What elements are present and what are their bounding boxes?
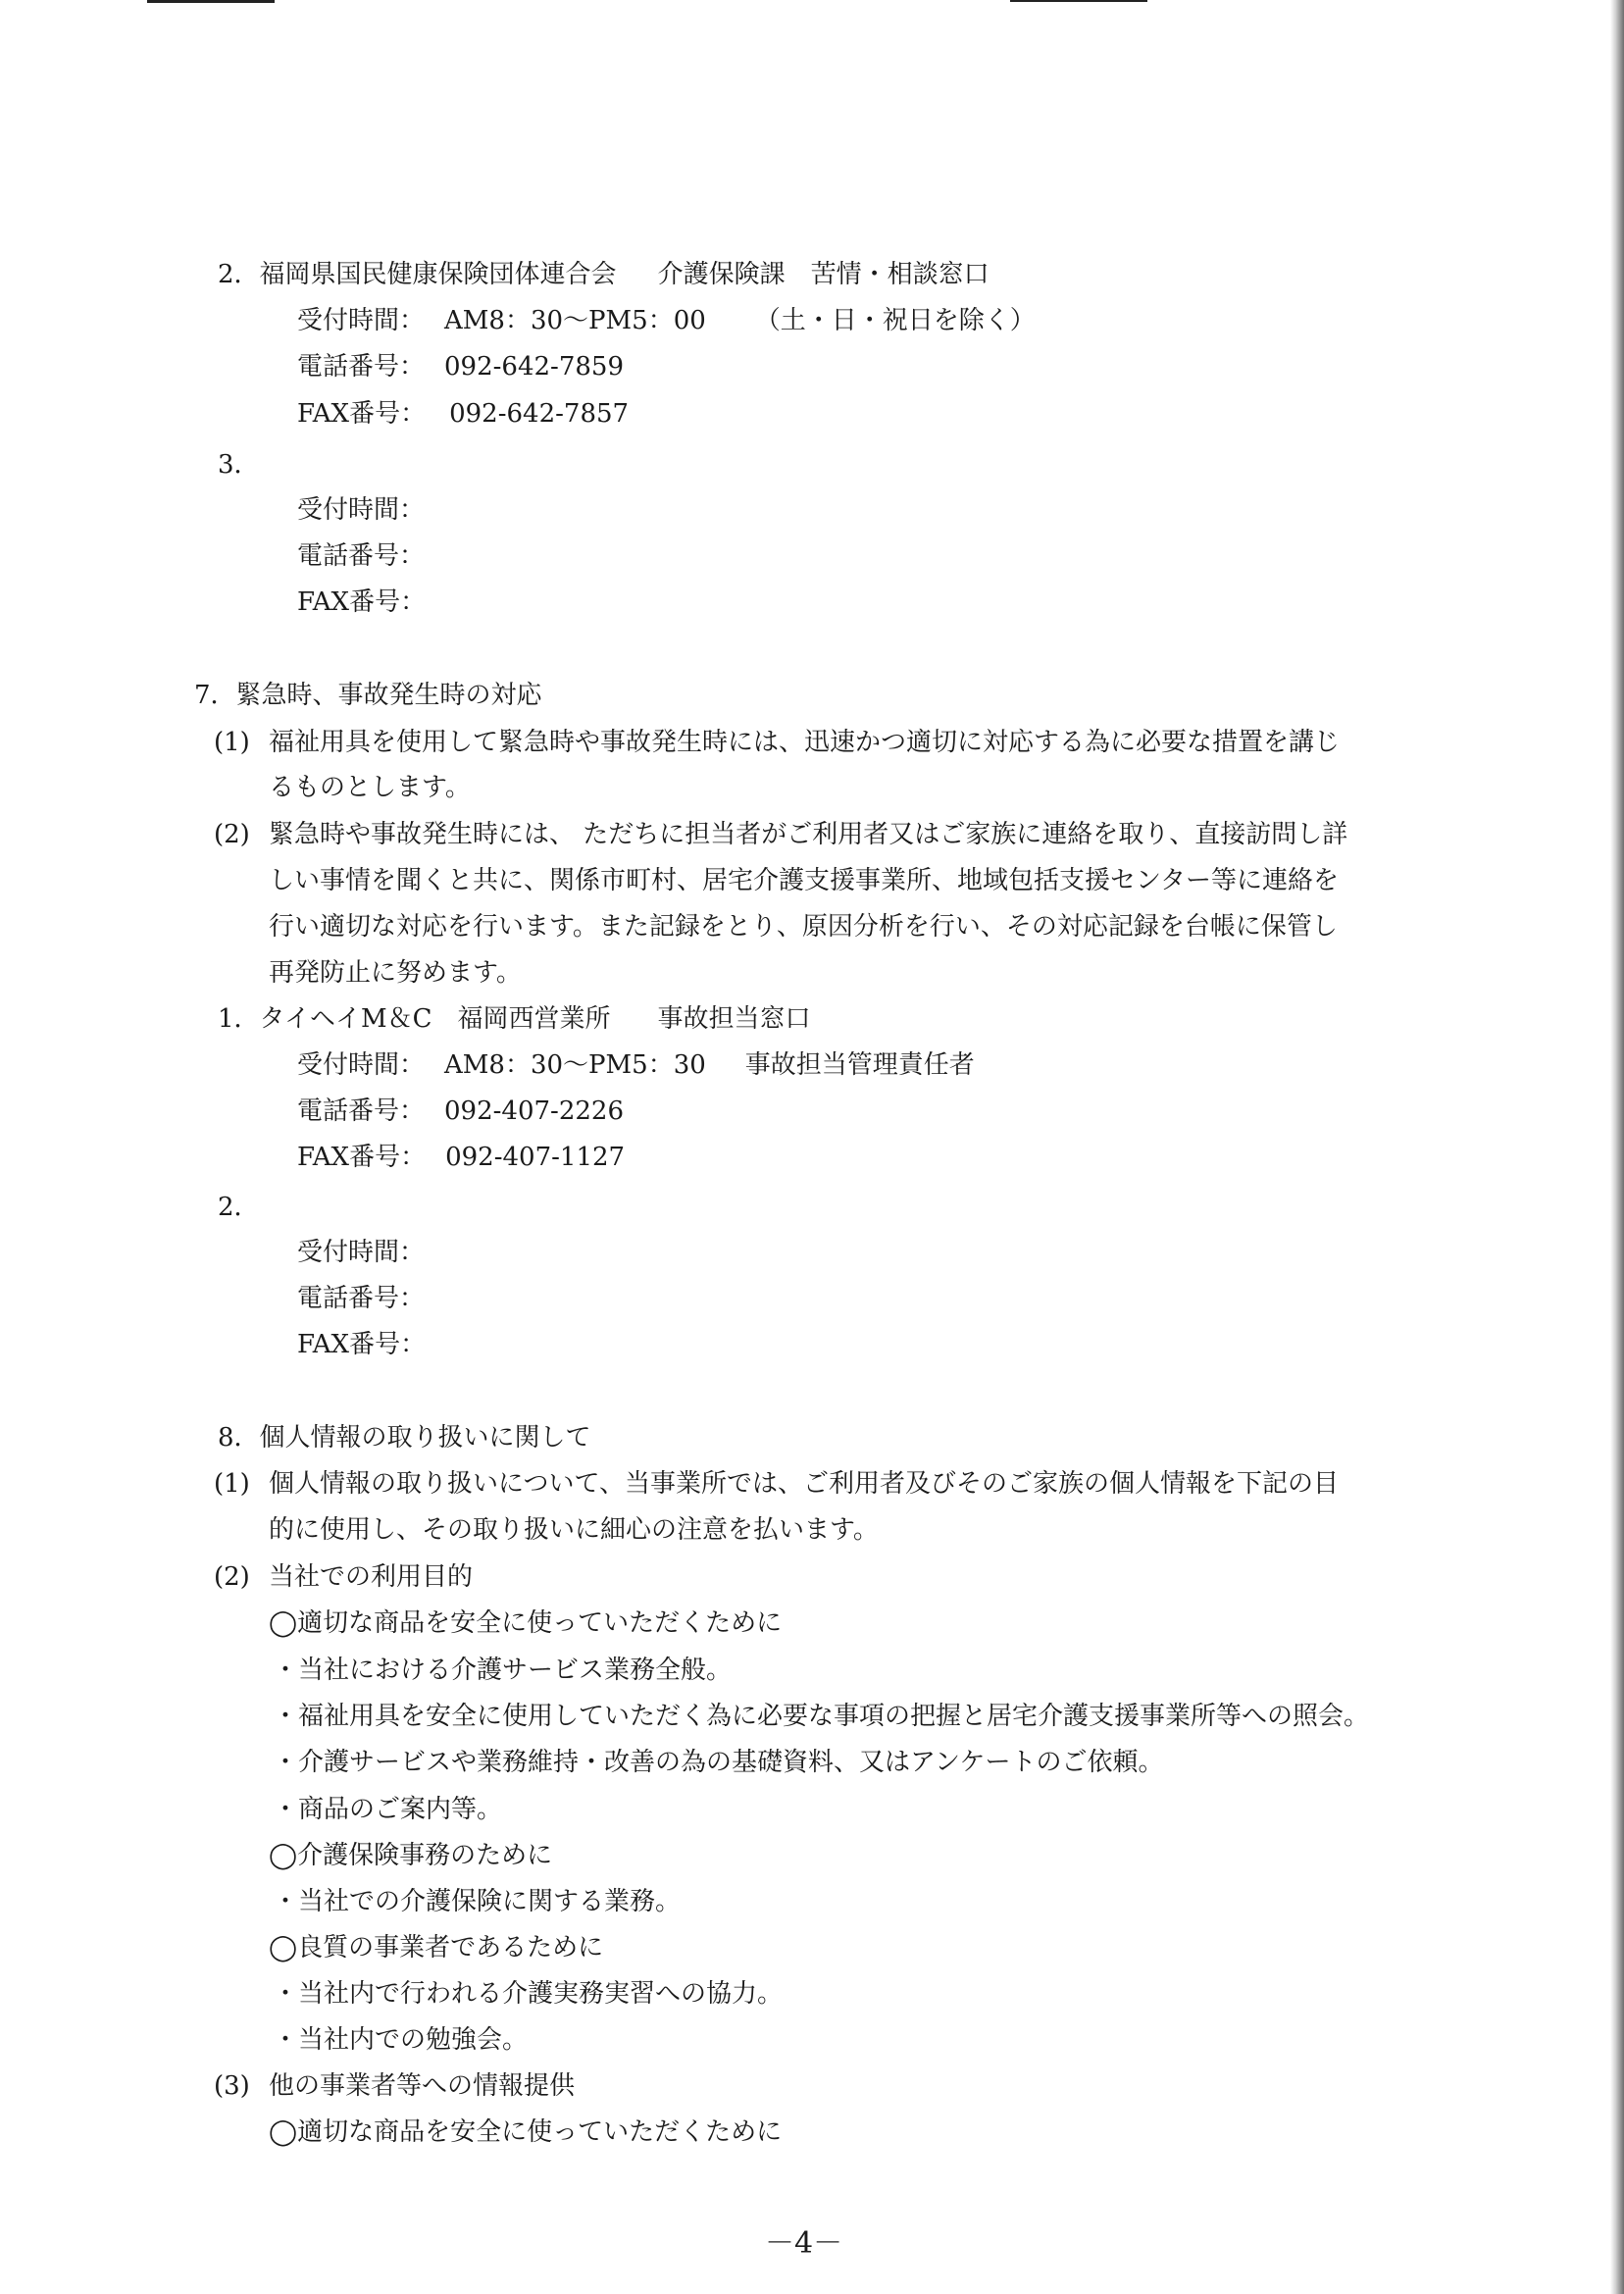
accident-item2-hours-label: 受付時間： — [297, 1238, 426, 1267]
section-7-heading: 7．緊急時、事故発生時の対応 — [194, 681, 542, 710]
section-7-p2-line1: 緊急時や事故発生時には、 ただちに担当者がご利用者又はご家族に連絡を取り、直接訪問し詳 — [269, 820, 1348, 849]
accident-item2-number: 2． — [218, 1193, 260, 1222]
complaint-item3-hours-label: 受付時間： — [297, 495, 426, 525]
group1-item: ・商品のご案内等。 — [273, 1795, 503, 1824]
accident-item1-header — [218, 1002, 811, 1036]
complaint-item2-header — [218, 258, 990, 291]
group4-title: ◯適切な商品を安全に使っていただくために — [269, 2117, 783, 2147]
tel-value: 092-642-7859 — [444, 352, 625, 382]
hours-label: 受付時間： — [297, 306, 426, 335]
section-7-p1-line2: るものとします。 — [269, 773, 471, 802]
section-8-p3-number: (3) — [214, 2071, 250, 2101]
complaint-item2-fax — [297, 397, 629, 431]
organization-name: タイヘイM＆C 福岡西営業所 — [259, 1004, 611, 1034]
section-7-p1-line1: 福祉用具を使用して緊急時や事故発生時には、迅速かつ適切に対応する為に必要な措置を講じ — [269, 728, 1341, 757]
accident-item2-tel-label: 電話番号： — [297, 1284, 426, 1313]
department-name: 介護保険課 苦情・相談窓口 — [657, 260, 990, 289]
organization-name: 福岡県国民健康保険団体連合会 — [259, 260, 617, 289]
accident-item1-tel — [297, 1095, 624, 1128]
item-number: 2． — [218, 260, 260, 289]
section-8-heading: 8．個人情報の取り扱いに関して — [218, 1423, 591, 1453]
scan-mark-right — [1010, 0, 1147, 2]
hours-value: AM8：30～PM5：30 — [444, 1050, 706, 1080]
tel-label: 電話番号： — [297, 1096, 426, 1126]
section-8-p2-number: (2) — [214, 1562, 250, 1592]
fax-value: 092-407-1127 — [445, 1143, 626, 1172]
hours-value: AM8：30～PM5：00 — [444, 306, 706, 335]
complaint-item3-number: 3． — [218, 450, 260, 480]
section-7-p2-line3: 行い適切な対応を行います。また記録をとり、原因分析を行い、その対応記録を台帳に保管し — [269, 912, 1338, 942]
accident-item1-fax — [297, 1141, 625, 1174]
complaint-item3-fax-label: FAX番号： — [297, 587, 427, 617]
complaint-item3-tel-label: 電話番号： — [297, 541, 426, 571]
section-7-p2-number: (2) — [214, 820, 250, 849]
item-number: 1． — [218, 1004, 260, 1034]
section-8-p1-line2: 的に使用し、その取り扱いに細心の注意を払います。 — [269, 1515, 879, 1545]
fax-label: FAX番号： — [297, 1143, 427, 1172]
group3-item: ・当社内での勉強会。 — [273, 2025, 529, 2055]
complaint-item2-hours — [297, 304, 1036, 337]
department-name: 事故担当窓口 — [657, 1004, 811, 1034]
group1-item: ・当社における介護サービス業務全般。 — [273, 1656, 733, 1685]
scan-mark-left — [147, 0, 275, 3]
section-8-p3-title: 他の事業者等への情報提供 — [269, 2071, 576, 2101]
fax-label: FAX番号： — [297, 399, 427, 429]
tel-value: 092-407-2226 — [444, 1096, 625, 1126]
section-7-p1-number: (1) — [214, 728, 250, 757]
complaint-item2-tel — [297, 350, 624, 383]
group1-item: ・福祉用具を安全に使用していただく為に必要な事項の把握と居宅介護支援事業所等への照会。 — [273, 1702, 1370, 1731]
section-8-p2-title: 当社での利用目的 — [269, 1562, 474, 1592]
page-edge-shadow — [1610, 0, 1624, 2294]
section-7-p2-line4: 再発防止に努めます。 — [269, 958, 522, 988]
group2-title: ◯介護保険事務のために — [269, 1841, 553, 1870]
group1-item: ・介護サービスや業務維持・改善の為の基礎資料、又はアンケートのご依頼。 — [273, 1748, 1164, 1777]
fax-value: 092-642-7857 — [449, 399, 630, 429]
group2-item: ・当社での介護保険に関する業務。 — [273, 1887, 682, 1916]
group3-title: ◯良質の事業者であるために — [269, 1933, 604, 1963]
hours-note: （土・日・祝日を除く） — [754, 306, 1036, 335]
tel-label: 電話番号： — [297, 352, 426, 382]
section-8-p1-line1: 個人情報の取り扱いについて、当事業所では、ご利用者及びそのご家族の個人情報を下記の目 — [269, 1469, 1339, 1499]
section-8-p1-number: (1) — [214, 1469, 250, 1499]
manager-label: 事故担当管理責任者 — [744, 1050, 975, 1080]
section-7-p2-line2: しい事情を聞くと共に、関係市町村、居宅介護支援事業所、地域包括支援センター等に連絡を — [269, 866, 1339, 895]
group1-title: ◯適切な商品を安全に使っていただくために — [269, 1608, 783, 1638]
group3-item: ・当社内で行われる介護実務実習への協力。 — [273, 1979, 784, 2009]
hours-label: 受付時間： — [297, 1050, 426, 1080]
accident-item2-fax-label: FAX番号： — [297, 1330, 427, 1359]
accident-item1-hours — [297, 1048, 975, 1082]
page-number: －4－ — [765, 2226, 843, 2261]
